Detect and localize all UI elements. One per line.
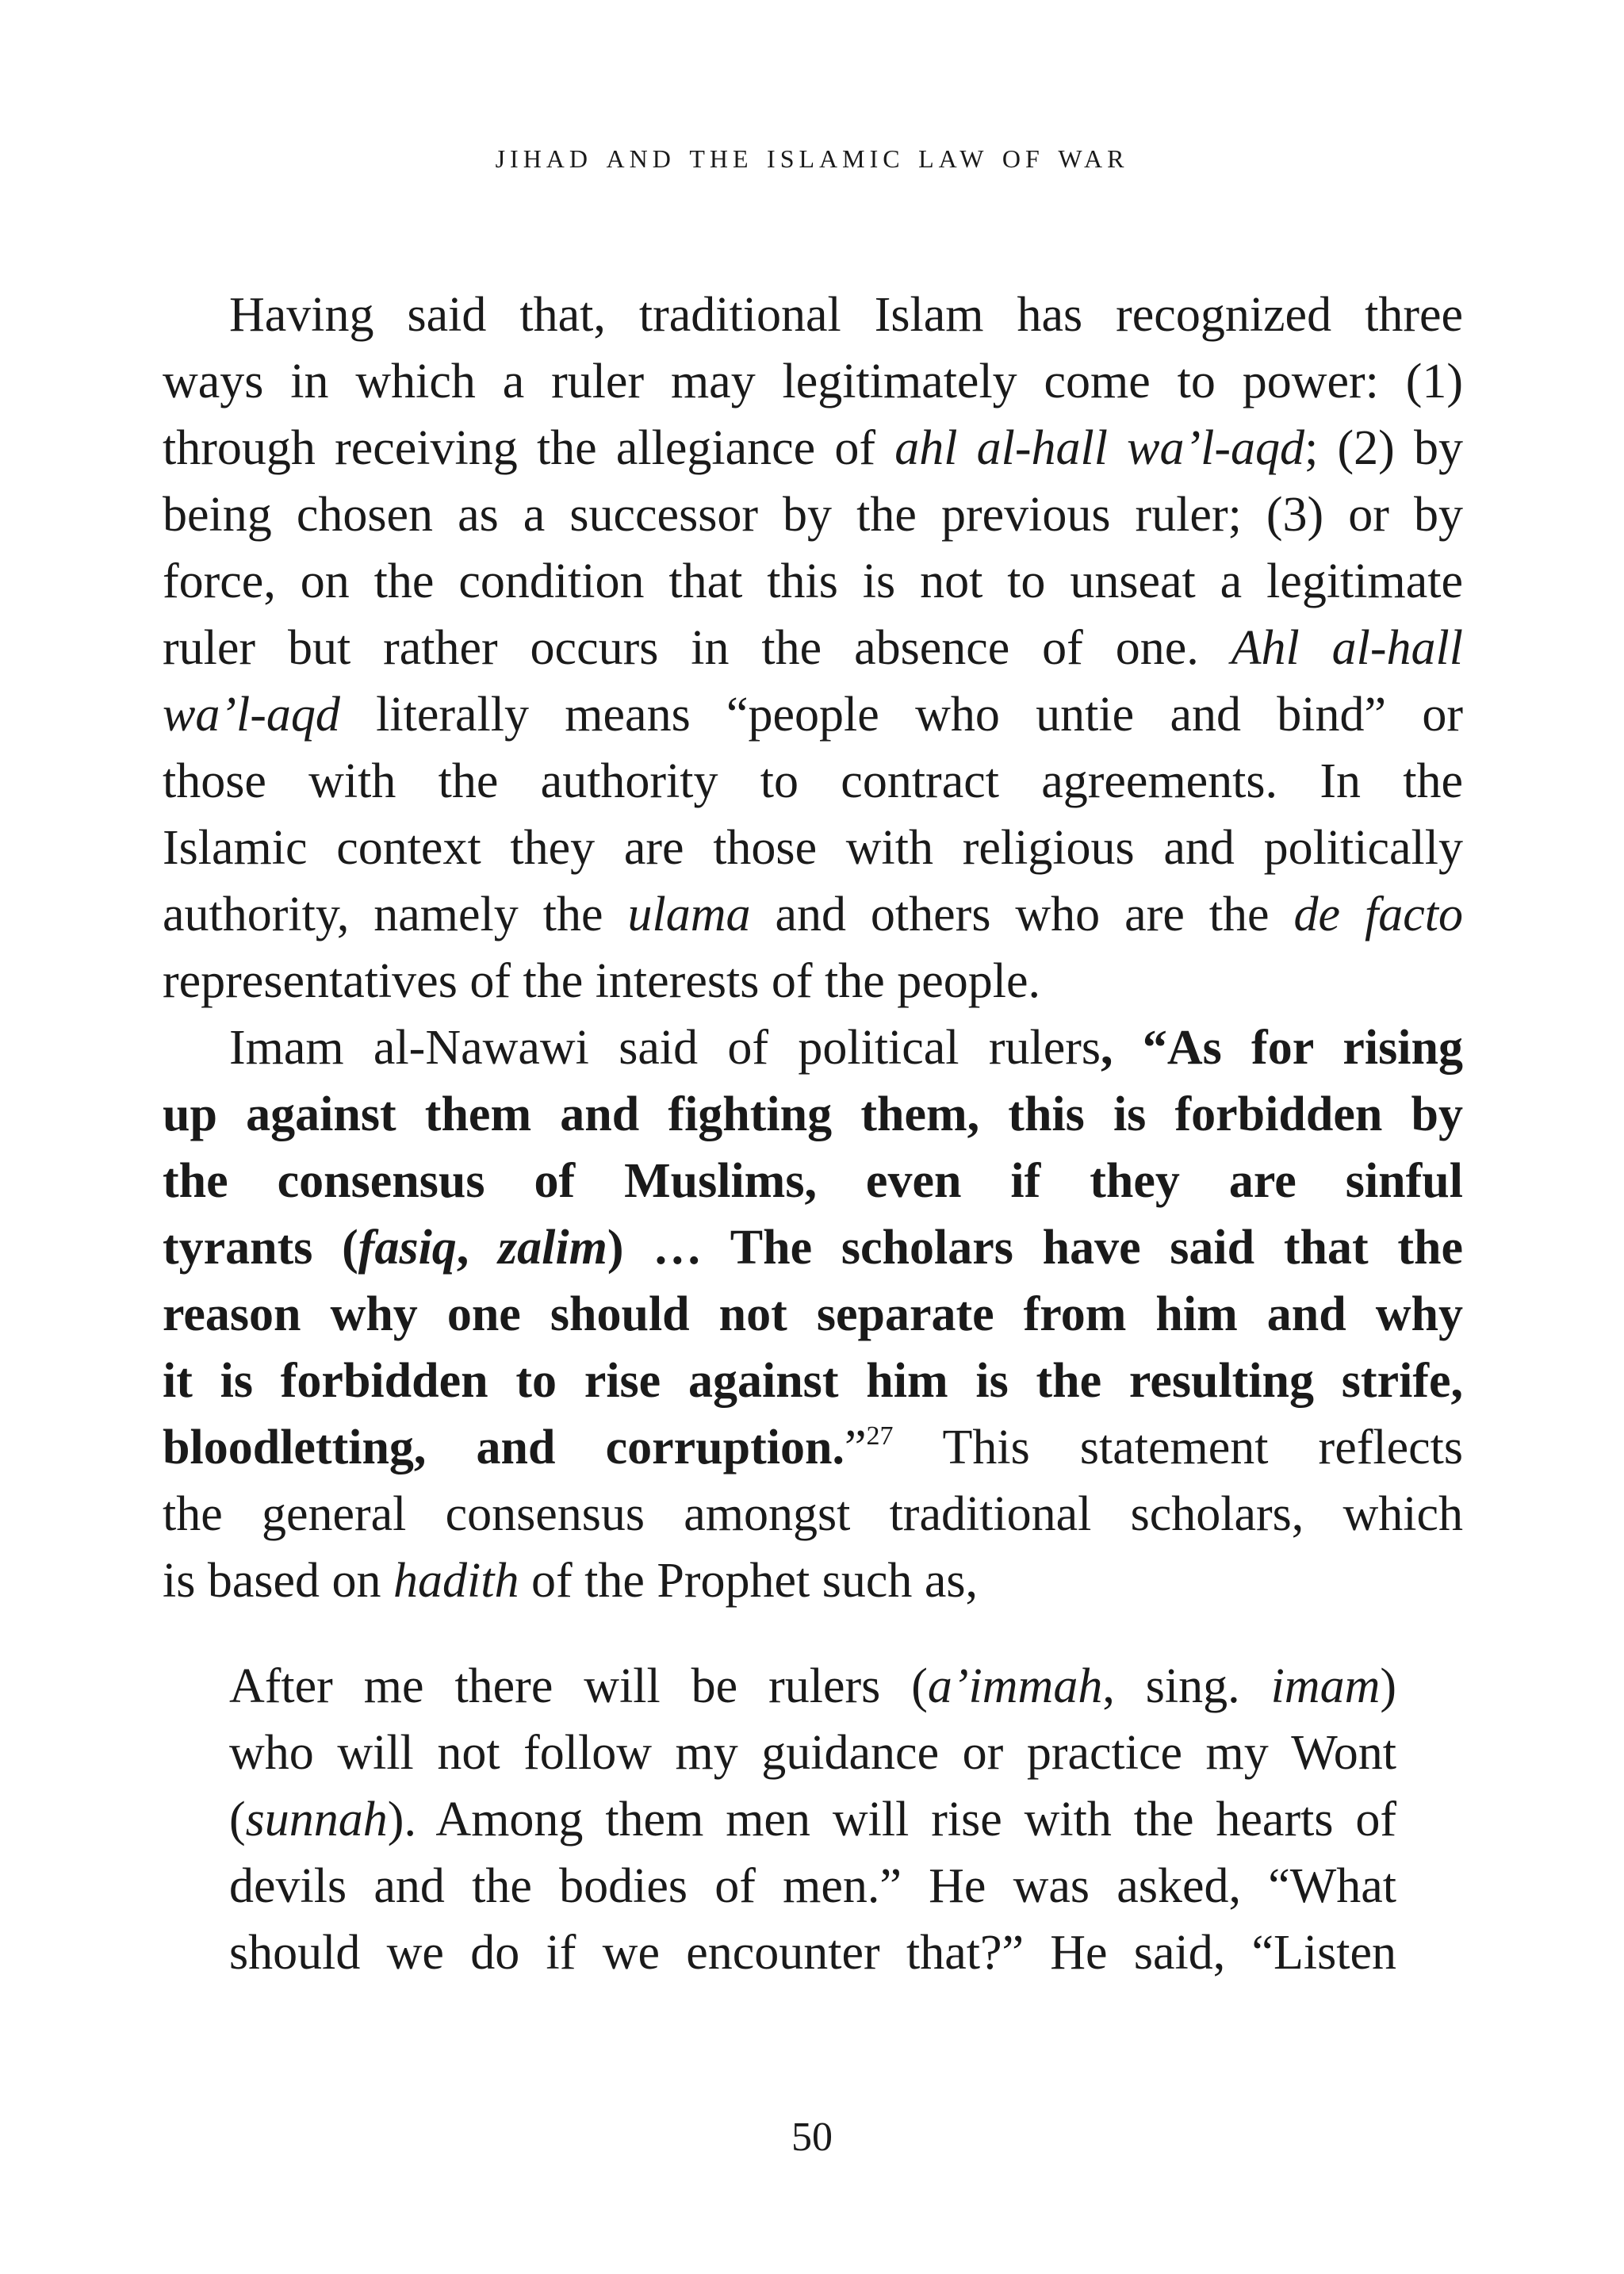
text-run: those with the authority to contract agreements. In the [163,754,1463,808]
text-run: representatives of the interests of the people. [163,954,1040,1008]
text-line [163,348,1463,415]
text-run: ). Among them men will rise with the hearts of [387,1793,1396,1846]
text-run: authority, namely the [163,888,628,941]
text-line [163,681,1463,748]
text-run: ; (2) by [1304,421,1463,475]
text-line [163,1348,1463,1414]
text-line [163,1281,1463,1348]
text-run: is based on [163,1554,394,1608]
text-run: the consensus of Muslims, even if they are sinful [163,1154,1463,1208]
text-run: bloodletting, and corruption. [163,1421,845,1474]
text-run: the general consensus amongst traditional scholars, which [163,1487,1463,1541]
text-run: , [456,1221,499,1275]
text-line [163,1414,1463,1481]
text-line [163,1014,1463,1081]
text-run: ) … The scholars have said that the [607,1221,1463,1275]
page-number: 50 [791,2115,833,2160]
text-run: Having said that, traditional Islam has recognized three [229,288,1463,342]
text-run: should we do if we encounter that?” He said, “Listen [229,1926,1396,1980]
text-run: , sing. [1102,1659,1271,1713]
text-run: up against them and fighting them, this is forbidden by [163,1087,1463,1141]
text-line [163,415,1463,481]
block-quote [229,1653,1396,1986]
text-run: Ahl al-hall [1231,621,1464,675]
text-run: tyrants ( [163,1221,358,1275]
text-line [229,1653,1396,1720]
text-run: who will not follow my guidance or practice my Wont [229,1726,1396,1780]
text-run: fasiq [358,1221,457,1275]
text-line [229,1853,1396,1919]
text-line [163,615,1463,681]
text-run: of the Prophet such as, [519,1554,979,1608]
text-run: After me there will be rulers ( [229,1659,928,1713]
text-run: reason why one should not separate from him and why [163,1287,1463,1341]
text-line [163,815,1463,881]
paragraph-2 [163,1014,1463,1614]
text-run: ” [845,1421,867,1474]
text-run: being chosen as a successor by the previous ruler; (3) or by [163,488,1463,542]
text-run: Imam al-Nawawi said of political rulers [229,1021,1101,1075]
text-line [229,1786,1396,1853]
text-line [163,1081,1463,1148]
paragraph-1 [163,282,1463,1014]
text-run: it is forbidden to rise against him is the resulting strife, [163,1354,1463,1408]
text-run: Islamic context they are those with religious and politically [163,821,1463,875]
text-run: devils and the bodies of men.” He was asked, “What [229,1859,1396,1913]
text-line [163,548,1463,615]
text-run: ulama [627,888,751,941]
text-line [163,1481,1463,1547]
text-run: literally means “people who untie and bind” or [339,688,1463,742]
text-run: de facto [1293,888,1463,941]
text-line [163,1214,1463,1281]
text-run: ( [229,1793,246,1846]
text-line [163,1148,1463,1214]
text-line [163,282,1463,348]
running-head: jihad and the islamic law of war [495,135,1129,175]
text-run: imam [1270,1659,1381,1713]
text-line [163,748,1463,815]
text-line [229,1919,1396,1986]
text-run: force, on the condition that this is not to unseat a legitimate [163,554,1463,608]
text-run: ) [1380,1659,1397,1713]
text-run: and others who are the [750,888,1294,941]
text-line [163,948,1463,1014]
text-line [163,1547,1463,1614]
text-run: ruler but rather occurs in the absence of one. [163,621,1231,675]
main-text [163,282,1463,1614]
text-run: wa’l-aqd [163,688,340,742]
text-line [229,1720,1396,1786]
text-run: This statement reflects [893,1421,1463,1474]
text-run: sunnah [245,1793,388,1846]
text-line [163,881,1463,948]
footnote-ref: 27 [866,1421,894,1451]
text-run: zalim [498,1221,607,1275]
text-run: , “As for rising [1101,1021,1463,1075]
text-run: hadith [393,1554,519,1608]
text-run: through receiving the allegiance of [163,421,895,475]
text-run: a’immah [927,1659,1103,1713]
text-line [163,481,1463,548]
text-run: ahl al-hall wa’l-aqd [894,421,1305,475]
text-run: ways in which a ruler may legitimately come to power: (1) [163,355,1463,408]
